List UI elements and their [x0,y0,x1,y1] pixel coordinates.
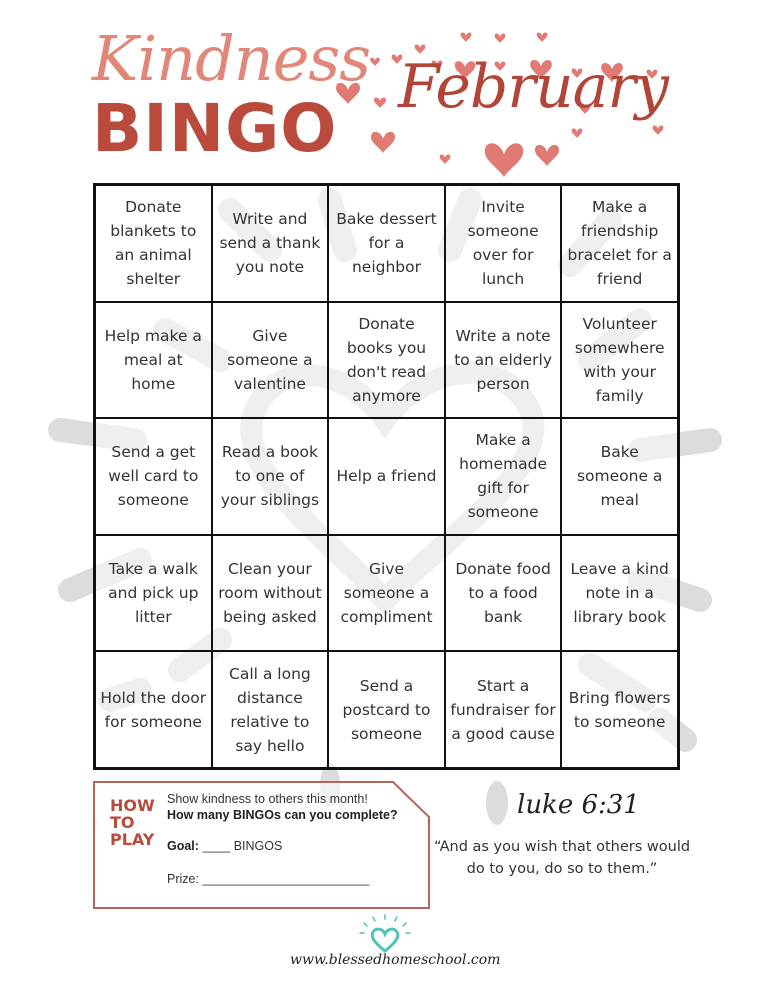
goal-label: Goal: [167,839,199,853]
bingo-cell[interactable]: Donate food to a food bank [445,535,562,652]
bingo-cell[interactable]: Donate blankets to an animal shelter [95,185,212,302]
title-bingo: BINGO [92,90,338,167]
bingo-cell[interactable]: Read a book to one of your siblings [212,418,329,535]
verse-reference: luke 6:31 [517,790,640,820]
prize-label: Prize: [167,872,199,886]
how-to-play-label: HOW TO PLAY [110,796,155,849]
bingo-cell[interactable]: Invite someone over for lunch [445,185,562,302]
website-link[interactable]: www.blessedhomeschool.com [290,952,501,968]
bingo-cell[interactable]: Send a postcard to someone [328,651,445,768]
bingo-cell[interactable]: Bake dessert for a neighbor [328,185,445,302]
bingo-cell[interactable]: Take a walk and pick up litter [95,535,212,652]
bingo-cell[interactable]: Give someone a valentine [212,302,329,419]
bingo-cell[interactable]: Write a note to an elderly person [445,302,562,419]
bingo-cell[interactable]: Hold the door for someone [95,651,212,768]
prize-field[interactable] [167,872,369,886]
bingo-cell[interactable]: Leave a kind note in a library book [561,535,678,652]
bingo-cell[interactable]: Help a friend [328,418,445,535]
bingo-cell[interactable]: Clean your room without being asked [212,535,329,652]
goal-field[interactable] [167,839,282,853]
bingo-cell[interactable]: Make a friendship bracelet for a friend [561,185,678,302]
goal-value: ____ BINGOS [202,839,283,853]
bingo-cell[interactable]: Write and send a thank you note [212,185,329,302]
prize-value: ________________________ [202,872,370,886]
bingo-cell[interactable]: Give someone a compliment [328,535,445,652]
bingo-cell[interactable]: Start a fundraiser for a good cause [445,651,562,768]
bingo-cell[interactable]: Send a get well card to someone [95,418,212,535]
how-to-play-box [93,781,430,909]
bingo-cell[interactable]: Bake someone a meal [561,418,678,535]
bingo-cell[interactable]: Volunteer somewhere with your family [561,302,678,419]
bingo-cell[interactable]: Donate books you don't read anymore [328,302,445,419]
bingo-cell[interactable]: Make a homemade gift for someone [445,418,562,535]
how-to-play-intro: Show kindness to others this month! [167,792,368,806]
bingo-cell[interactable]: Bring flowers to someone [561,651,678,768]
how-to-play-question: How many BINGOs can you complete? [167,808,398,822]
bingo-grid [93,183,680,770]
title-kindness: Kindness [92,22,371,95]
verse-text: “And as you wish that others would do to you, do so to them.” [433,839,691,877]
title-month: February [398,52,668,122]
bingo-cell[interactable]: Call a long distance relative to say hello [212,651,329,768]
bingo-cell[interactable]: Help make a meal at home [95,302,212,419]
